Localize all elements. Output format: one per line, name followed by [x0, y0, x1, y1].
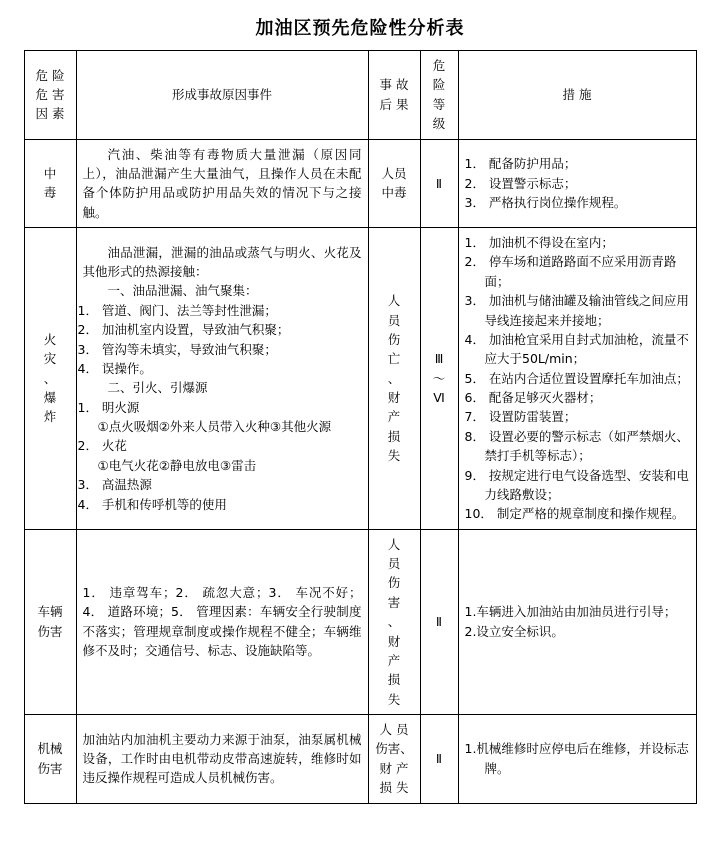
row-factor-fire-explosion-line-1: 火: [43, 331, 57, 347]
cause-item: 一、油品泄漏、油气聚集：: [107, 283, 258, 299]
header-risk-factor-line-1: 危 险: [35, 67, 65, 83]
cause-item: 4． 手机和传呼机等的使用: [77, 496, 227, 512]
measure-item: 3． 严格执行岗位操作规程。: [464, 194, 627, 210]
row-factor-fire-explosion-line-5: 炸: [43, 409, 57, 425]
row-factor-fire-explosion-line-3: 、: [43, 370, 57, 386]
row-consequence-line: 亡: [387, 351, 401, 367]
row-factor-vehicle-injury-line-2: 伤害: [37, 623, 63, 639]
row-factor-fire-explosion: [24, 228, 76, 530]
header-risk-factor: [24, 51, 76, 140]
table-header-row: [24, 51, 696, 140]
measure-item: 10． 制定严格的规章制度和操作规程。: [464, 506, 685, 522]
row-consequence-poisoning-line-1: 人员: [381, 165, 407, 181]
row-consequence-line: 财: [387, 633, 401, 649]
header-consequence-line-1: 事 故: [379, 77, 409, 93]
row-measures-fire-explosion: [458, 228, 696, 530]
row-consequence-poisoning: [368, 139, 420, 228]
cause-item: 4． 误操作。: [77, 360, 152, 376]
row-cause-fire-explosion: [76, 228, 368, 530]
risk-analysis-table: [24, 50, 697, 804]
table-row: [24, 139, 696, 228]
row-consequence-line: 害: [387, 594, 401, 610]
row-consequence-line: 人 员: [379, 722, 409, 737]
row-level-line: Ⅲ: [434, 351, 444, 367]
row-level-fire-explosion: [420, 228, 458, 530]
row-cause-vehicle-injury: 1． 违章驾车；2． 疏忽大意；3． 车况不好；4． 道路环境；5． 管理因素：车辆安全行驶制度不落实；管理规章制度或操作规程不健全；车辆维修不及时；交通信号、标志、设施缺陷等。: [76, 529, 368, 714]
measure-item: 4． 加油枪宜采用自封式加油枪，流量不应大于50L/min；: [464, 331, 689, 367]
row-consequence-line: 损 失: [379, 780, 409, 796]
row-measures-poisoning: [458, 139, 696, 228]
cause-item: 油品泄漏，泄漏的油品或蒸气与明火、火花及其他形式的热源接触：: [82, 244, 362, 280]
row-measures-vehicle-injury: [458, 529, 696, 714]
row-consequence-line: 损: [387, 428, 401, 444]
row-consequence-line: 人: [387, 536, 401, 552]
row-consequence-line: 员: [387, 312, 401, 328]
measure-item: 3． 加油机与储油罐及输油管线之间应用导线连接起来并接地；: [464, 293, 689, 328]
measure-item: 1． 配备防护用品；: [464, 156, 577, 172]
row-factor-fire-explosion-line-2: 灾: [43, 351, 57, 367]
measure-item: 2． 设置警示标志；: [464, 175, 577, 191]
row-consequence-line: 产: [387, 652, 401, 668]
cause-item: 二、引火、引爆源: [107, 380, 208, 396]
row-consequence-line: 、: [387, 370, 401, 386]
row-consequence-line: 财 产: [379, 760, 409, 776]
row-consequence-line: 人: [387, 293, 401, 309]
measure-item: 2.设立安全标识。: [464, 623, 564, 639]
table-body: [24, 139, 696, 803]
measure-item: 7． 设置防雷装置；: [464, 409, 577, 425]
row-factor-mechanical-injury-line-2: 伤害: [37, 760, 63, 776]
row-consequence-line: 员: [387, 556, 401, 571]
cause-item: 1． 管道、阀门、法兰等封性泄漏；: [77, 302, 277, 318]
header-measures: 措 施: [458, 51, 696, 140]
row-consequence-fire-explosion: [368, 228, 420, 530]
cause-item: 3． 高温热源: [77, 477, 152, 493]
cause-item: ①点火吸烟②外来人员带入火种③其他火源: [97, 419, 332, 435]
row-level-line: ～: [432, 370, 446, 386]
measure-item: 1.机械维修时应停电后在维修，并设标志牌。: [464, 741, 689, 776]
row-level-mechanical-injury: Ⅱ: [420, 715, 458, 804]
table-row: [24, 228, 696, 530]
row-factor-poisoning-line-1: 中: [43, 165, 57, 181]
measure-item: 1． 加油机不得设在室内；: [464, 235, 614, 250]
cause-item: ①电气火花②静电放电③雷击: [97, 457, 257, 473]
cause-item: 2． 火花: [77, 438, 127, 454]
row-factor-vehicle-injury-line-1: 车辆: [37, 604, 63, 620]
row-cause-poisoning: 汽油、柴油等有毒物质大量泄漏（原因同上），油品泄漏产生大量油气，且操作人员在未配备个体防护用品或防护用品失效的情况下与之接触。: [76, 139, 368, 228]
row-measures-mechanical-injury: [458, 715, 696, 804]
cause-item: 3． 管沟等未填实，导致油气积聚；: [77, 341, 277, 357]
row-consequence-line: 产: [387, 409, 401, 425]
measure-item: 2． 停车场和道路路面不应采用沥青路面；: [464, 254, 677, 289]
row-factor-poisoning: [24, 139, 76, 228]
measure-item: 6． 配备足够灭火器材；: [464, 390, 602, 405]
row-consequence-vehicle-injury: [368, 529, 420, 714]
header-risk-level-line-4: 级: [432, 116, 446, 132]
measure-item: 9． 按规定进行电气设备选型、安装和电力线路敷设；: [464, 467, 689, 502]
cause-item: 1． 明火源: [77, 399, 140, 415]
row-level-poisoning: Ⅱ: [420, 139, 458, 228]
header-risk-level-line-1: 危: [432, 58, 446, 73]
header-risk-level-line-2: 险: [432, 77, 446, 93]
cause-item: 2． 加油机室内设置，导致油气积聚；: [77, 322, 290, 338]
header-consequence-line-2: 后 果: [379, 96, 409, 112]
table-row: [24, 715, 696, 804]
row-consequence-line: 伤: [387, 331, 401, 347]
row-consequence-line: 财: [387, 390, 401, 405]
header-risk-factor-line-3: 因 素: [35, 106, 65, 122]
row-level-vehicle-injury: Ⅱ: [420, 529, 458, 714]
row-cause-mechanical-injury: 加油站内加油机主要动力来源于油泵，油泵属机械设备，工作时由电机带动皮带高速旋转，维修时如违反操作规程可造成人员机械伤害。: [76, 715, 368, 804]
row-consequence-line: 、: [387, 614, 401, 630]
row-consequence-line: 损: [387, 672, 401, 688]
row-consequence-line: 伤: [387, 575, 401, 591]
row-consequence-line: 伤害、: [375, 741, 413, 757]
row-consequence-poisoning-line-2: 中毒: [381, 185, 407, 201]
table-row: [24, 529, 696, 714]
row-factor-poisoning-line-2: 毒: [43, 185, 57, 201]
row-consequence-mechanical-injury: [368, 715, 420, 804]
row-factor-mechanical-injury-line-1: 机械: [37, 741, 63, 757]
measure-item: 5． 在站内合适位置设置摩托车加油点；: [464, 370, 689, 386]
header-risk-level-line-3: 等: [432, 96, 446, 112]
header-risk-level: [420, 51, 458, 140]
row-consequence-line: 失: [387, 448, 401, 464]
header-cause: 形成事故原因事件: [76, 51, 368, 140]
row-factor-vehicle-injury: [24, 529, 76, 714]
table-header: [24, 51, 696, 140]
row-consequence-line: 失: [387, 691, 401, 707]
page-title: 加油区预先危险性分析表: [255, 18, 465, 39]
header-risk-factor-line-2: 危 害: [35, 87, 65, 103]
measure-item: 1.车辆进入加油站由加油员进行引导；: [464, 604, 677, 620]
measure-item: 8． 设置必要的警示标志（如严禁烟火、禁打手机等标志）；: [464, 428, 689, 464]
row-factor-fire-explosion-line-4: 爆: [43, 390, 57, 405]
row-factor-mechanical-injury: [24, 715, 76, 804]
header-consequence: [368, 51, 420, 140]
row-level-line: Ⅵ: [433, 390, 445, 405]
